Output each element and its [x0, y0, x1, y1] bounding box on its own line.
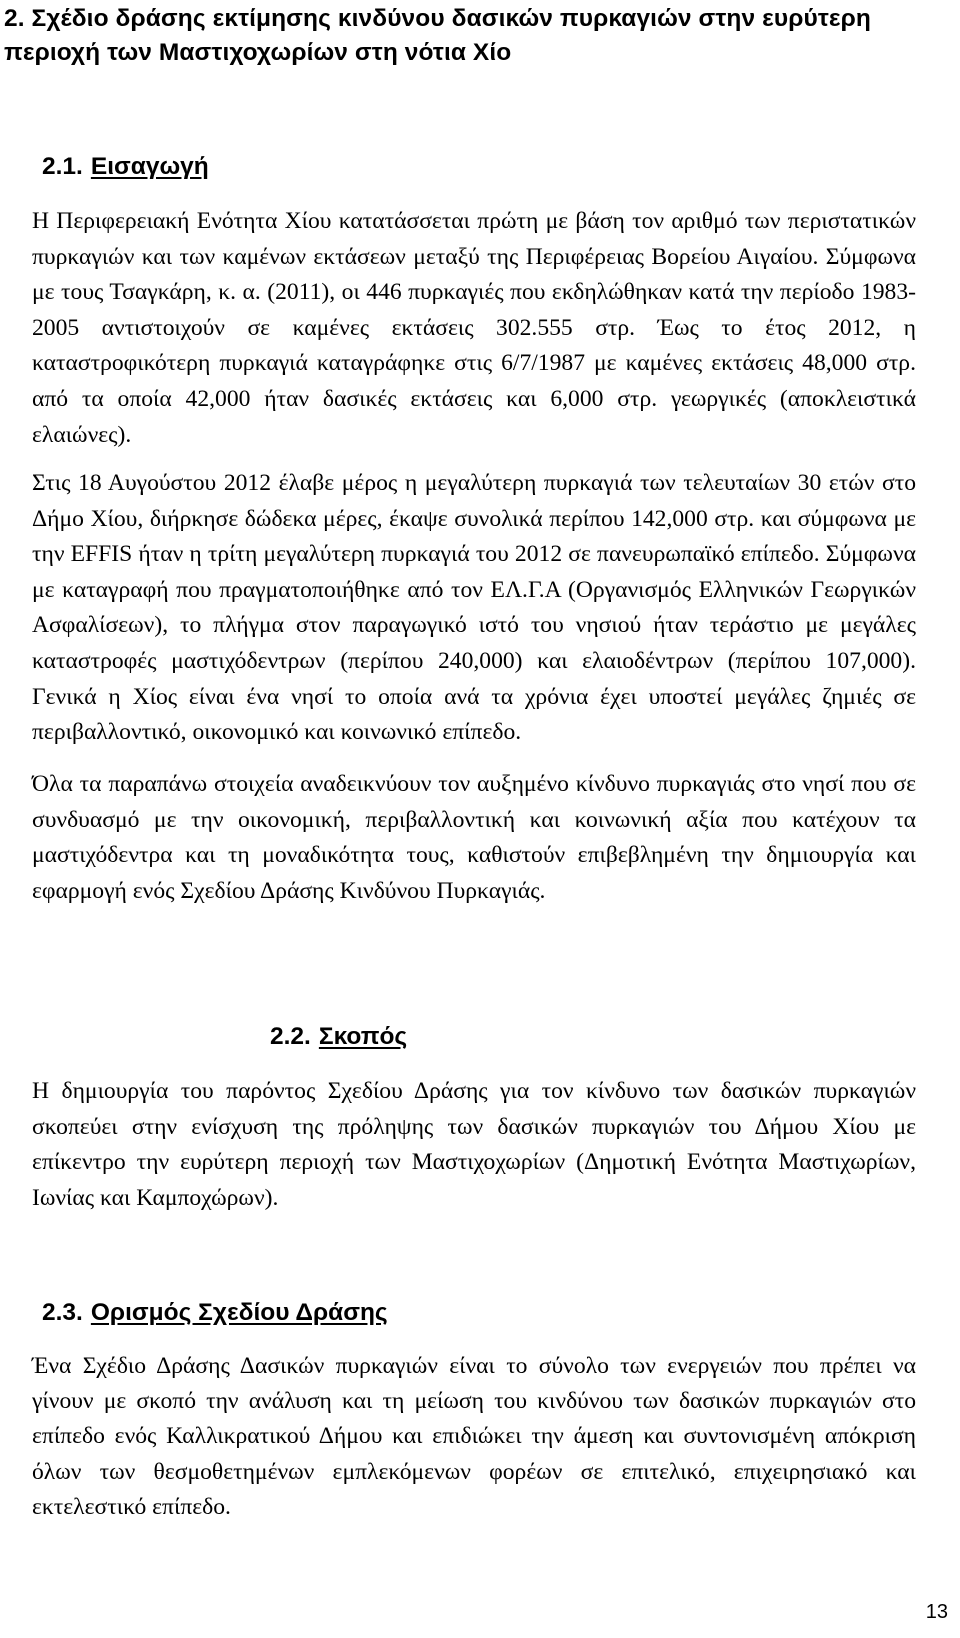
document-title: 2. Σχέδιο δράσης εκτίμησης κινδύνου δασικών πυρκαγιών στην ευρύτερη περιοχή των Μαστιχοχωρίων στη νότια Χίο	[4, 5, 871, 66]
section-heading-introduction	[42, 150, 209, 184]
section-number: 2.3.	[42, 1299, 83, 1326]
section-heading-definition	[42, 1296, 388, 1330]
section-number: 2.1.	[42, 153, 83, 180]
section-heading-purpose	[270, 1020, 407, 1054]
page-number: 13	[925, 1601, 948, 1623]
paragraph-definition: Ένα Σχέδιο Δράσης Δασικών πυρκαγιών είναι το σύνολο των ενεργειών που πρέπει να γίνουν με σκοπό την ανάλυση και τη μείωση του κινδύνου των δασικών πυρκαγιών στο επίπεδο ενός Καλλικρατικού Δήμου και επιδιώκει την άμεση και συντονισμένη απόκριση όλων των θεσμοθετημένων εμπλεκόμενων φορέων σε επιτελικό, επιχειρησιακό και εκτελεστικό επίπεδο.	[32, 1353, 916, 1520]
paragraph-purpose: Η δημιουργία του παρόντος Σχεδίου Δράσης για τον κίνδυνο των δασικών πυρκαγιών σκοπεύει στην ενίσχυση της πρόληψης των δασικών πυρκαγιών του Δήμου Χίου με επίκεντρο την ευρύτερη περιοχή των Μαστιχοχωρίων (Δημοτική Ενότητα Μαστιχωρίων, Ιωνίας και Καμποχώρων).	[32, 1078, 916, 1211]
section-title: Ορισμός Σχεδίου Δράσης	[90, 1299, 388, 1326]
section-title: Εισαγωγή	[90, 153, 209, 180]
section-title: Σκοπός	[318, 1023, 408, 1050]
paragraph-intro-3: Όλα τα παραπάνω στοιχεία αναδεικνύουν τον αυξημένο κίνδυνο πυρκαγιάς στο νησί που σε συνδυασμό με την οικονομική, περιβαλλοντική και κοινωνική αξία που κατέχουν τα μαστιχόδεντρα και τη μοναδικότητα τους, καθιστούν επιβεβλημένη την δημιουργία και εφαρμογή ενός Σχεδίου Δράσης Κινδύνου Πυρκαγιάς.	[32, 771, 916, 904]
section-number: 2.2.	[270, 1023, 311, 1050]
paragraph-intro-2: Στις 18 Αυγούστου 2012 έλαβε μέρος η μεγαλύτερη πυρκαγιά των τελευταίων 30 ετών στο Δήμο Χίου, διήρκησε δώδεκα μέρες, έκαψε συνολικά περίπου 142,000 στρ. και σύμφωνα με την EFFIS ήταν η τρίτη μεγαλύτερη πυρκαγιά του 2012 σε πανευρωπαϊκό επίπεδο. Σύμφωνα με καταγραφή που πραγματοποιήθηκε από τον ΕΛ.Γ.Α (Οργανισμός Ελληνικών Γεωργικών Ασφαλίσεων), το πλήγμα στον παραγωγικό ιστό του νησιού ήταν τεράστιο με μεγάλες καταστροφές μαστιχόδεντρων (περίπου 240,000) και ελαιοδέντρων (περίπου 107,000). Γενικά η Χίος είναι ένα νησί το οποία ανά τα χρόνια έχει υποστεί μεγάλες ζημιές σε περιβαλλοντικό, οικονομικό και κοινωνικό επίπεδο.	[32, 470, 916, 746]
paragraph-intro-1: Η Περιφερειακή Ενότητα Χίου κατατάσσεται πρώτη με βάση τον αριθμό των περιστατικών πυρκαγιών και των καμένων εκτάσεων μεταξύ της Περιφέρειας Βορείου Αιγαίου. Σύμφωνα με τους Τσαγκάρη, κ. α. (2011), οι 446 πυρκαγιές που εκδηλώθηκαν κατά την περίοδο 1983-2005 αντιστοιχούν σε καμένες εκτάσεις 302.555 στρ. Έως το έτος 2012, η καταστροφικότερη πυρκαγιά καταγράφηκε στις 6/7/1987 με καμένες εκτάσεις 48,000 στρ. από τα οποία 42,000 ήταν δασικές εκτάσεις και 6,000 στρ. γεωργικές (αποκλειστικά ελαιώνες).	[32, 208, 916, 448]
